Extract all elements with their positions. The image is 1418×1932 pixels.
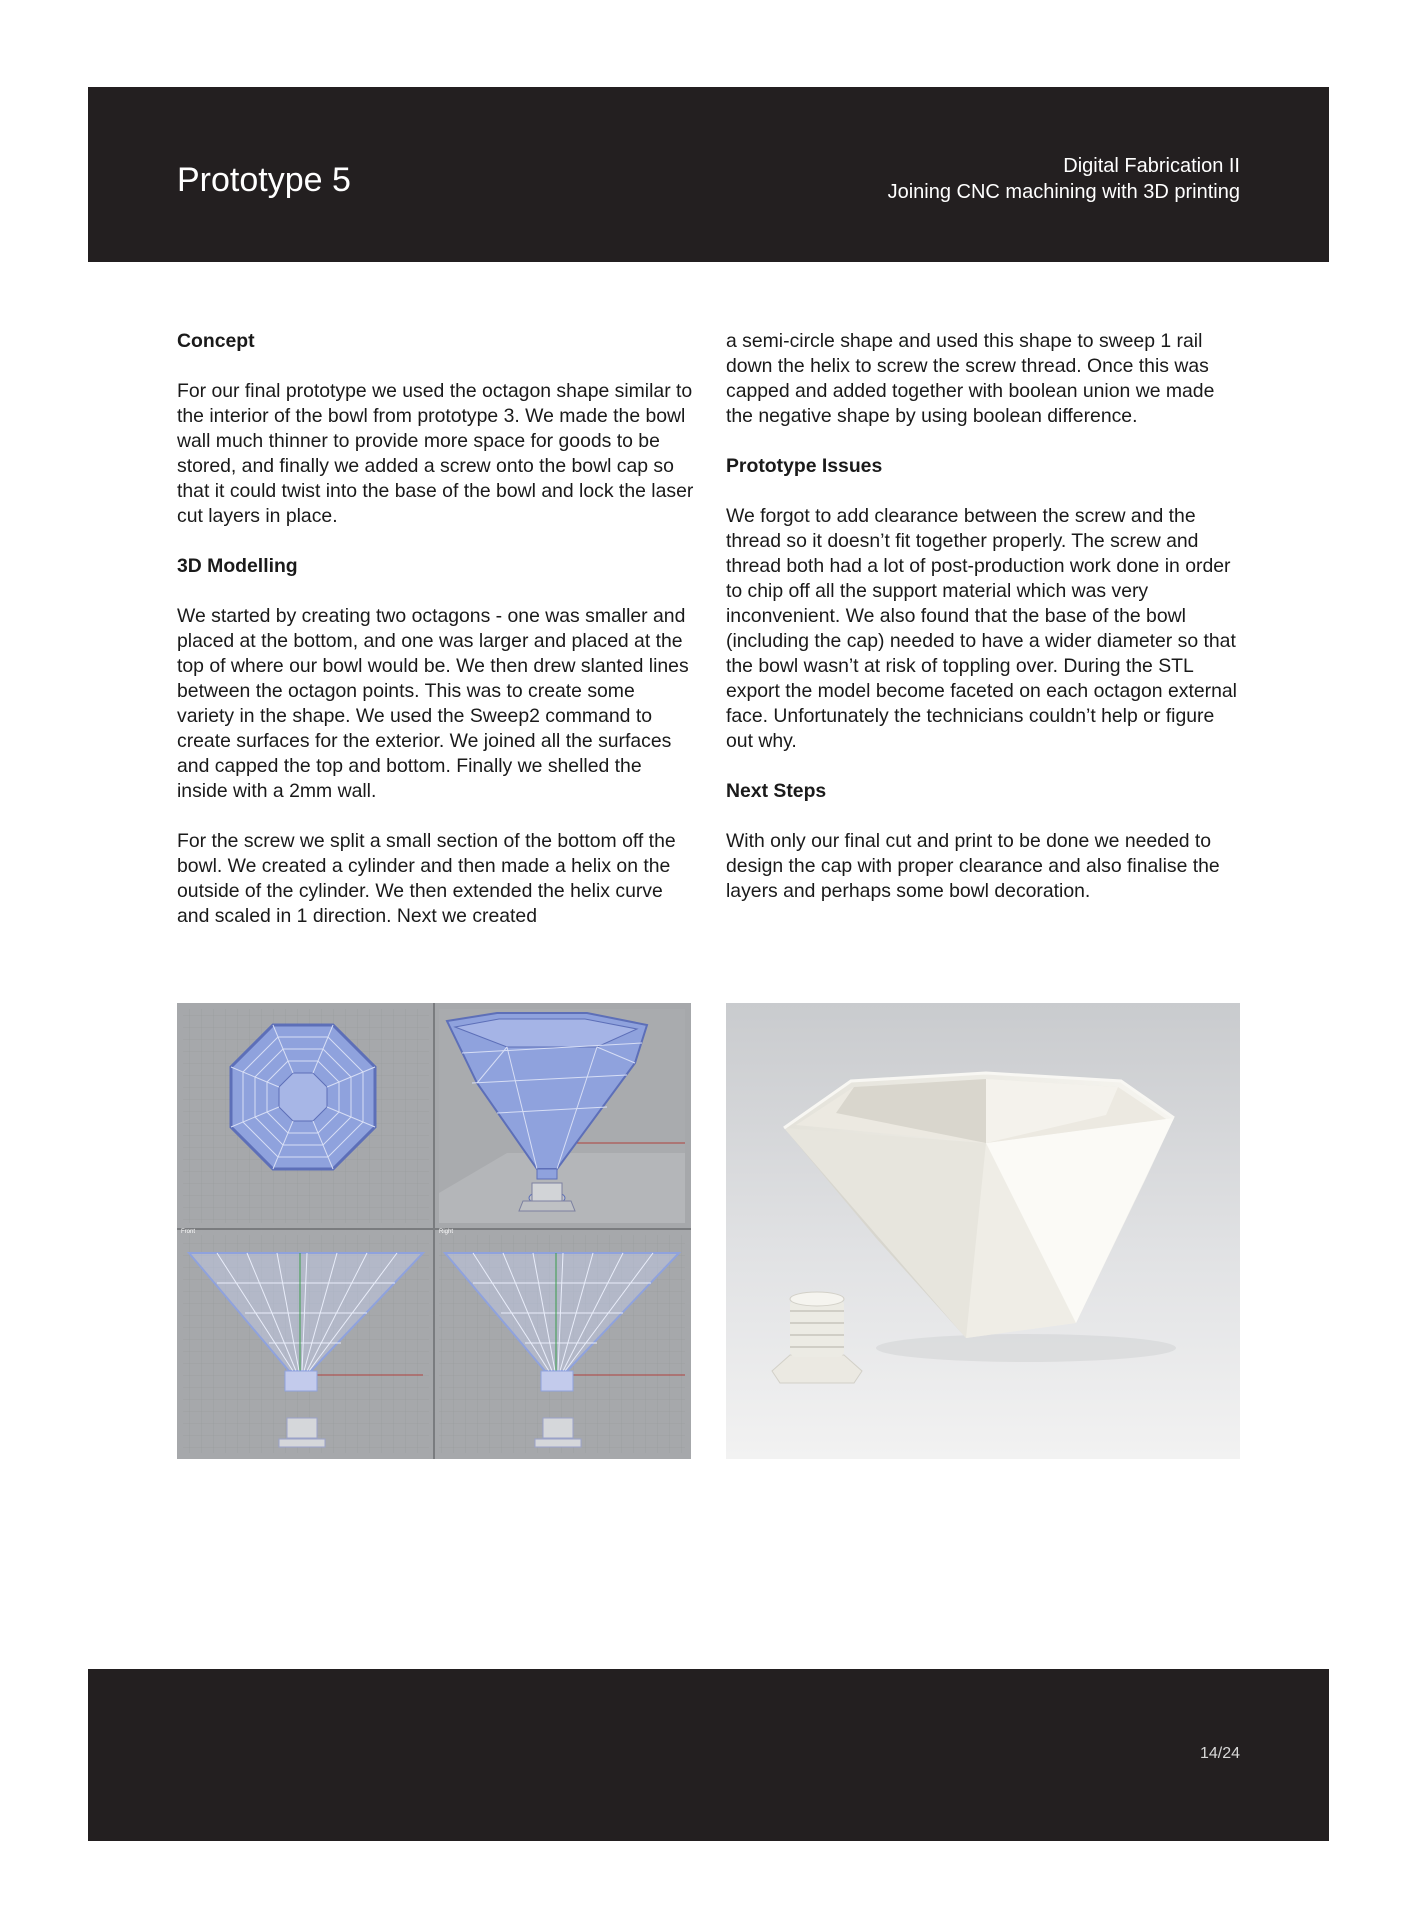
left-text-column [177,329,697,954]
next-steps-paragraph: With only our final cut and print to be done we needed to design the cap with proper clearance and also finalise the layers and perhaps some bowl decoration. [726,830,1220,902]
cad-viewports-figure [177,1003,691,1459]
footer-band [88,1669,1329,1841]
subtitle-topic: Joining CNC machining with 3D printing [887,181,1240,203]
next-steps-heading: Next Steps [726,780,827,802]
top-view-octagon [231,1025,375,1169]
continued-paragraph: a semi-circle shape and used this shape to sweep 1 rail down the helix to screw the screw thread. Once this was capped and added together with boolean union we made the negative shape by using boolean difference. [726,330,1215,427]
svg-text:Right: Right [439,1229,454,1235]
modelling-heading: 3D Modelling [177,555,298,577]
cad-viewports-drawing [177,1003,691,1459]
concept-paragraph: For our final prototype we used the octagon shape similar to the interior of the bowl from prototype 3. We made the bowl wall much thinner to provide more space for goods to be stored, and finally we added a screw onto the bowl cap so that it could twist into the base of the bowl and lock the laser cut layers in place. [177,380,694,527]
page-number: 14/24 [1199,1745,1240,1762]
subtitle-course: Digital Fabrication II [1063,155,1240,177]
printed-bowl-photo [726,1003,1240,1459]
page-title: Prototype 5 [177,161,351,199]
svg-text:Front: Front [181,1229,196,1235]
issues-heading: Prototype Issues [726,455,883,477]
right-text-column [726,329,1246,929]
modelling-paragraph-2: For the screw we split a small section of the bottom off the bowl. We created a cylinder and then made a helix on the outside of the cylinder. We then extended the helix curve and scaled in 1 direction. Next we created [177,830,676,927]
document-subtitle [888,153,1240,205]
header-band [88,87,1329,262]
issues-paragraph: We forgot to add clearance between the screw and the thread so it doesn’t fit together properly. The screw and thread both had a lot of post-production work done in order to chip off all the support material which was very inconvenient. We also found that the base of the bowl (including the cap) needed to have a wider diameter so that the bowl wasn’t at risk of toppling over. During the STL export the model become faceted on each octagon external face. Unfortunately the technicians couldn’t help or figure out why. [726,505,1237,752]
printed-bowl-drawing [726,1003,1240,1459]
concept-heading: Concept [177,330,255,352]
modelling-paragraph-1: We started by creating two octagons - one was smaller and placed at the bottom, and one was larger and placed at the top of where our bowl would be. We then drew slanted lines between the octagon points. This was to create some variety in the shape. We used the Sweep2 command to create surfaces for the exterior. We joined all the surfaces and capped the top and bottom. Finally we shelled the inside with a 2mm wall. [177,605,689,802]
